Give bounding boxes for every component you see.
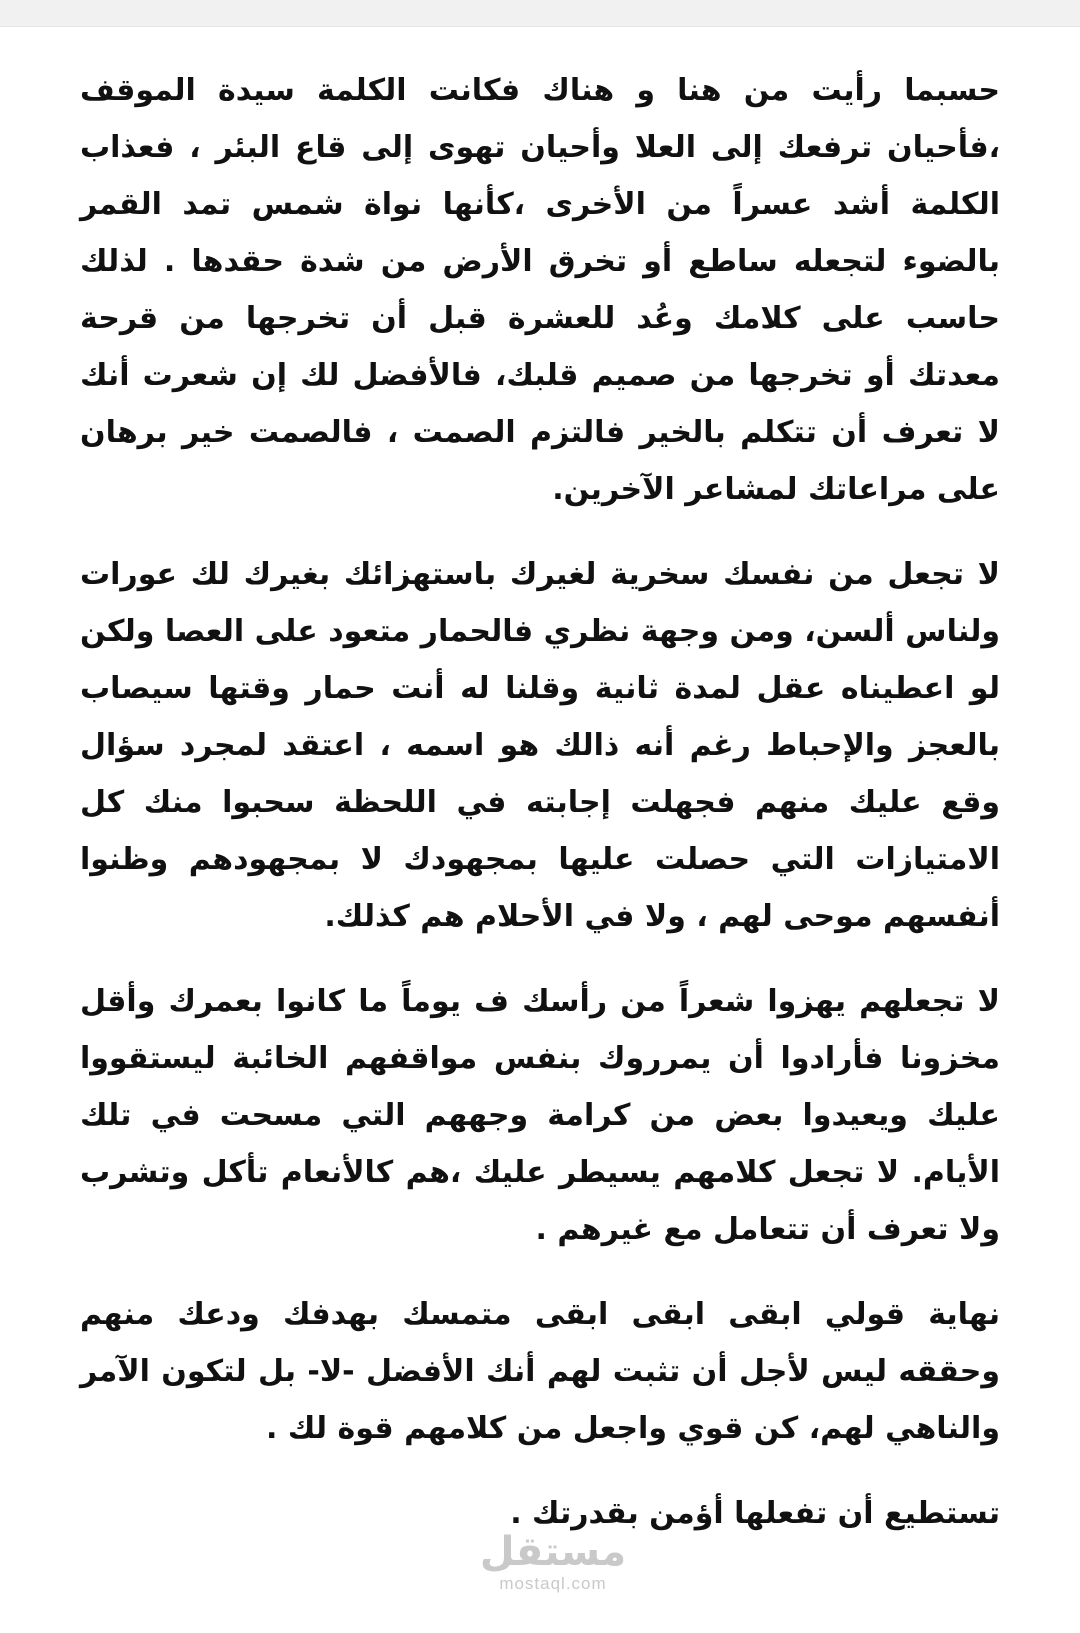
watermark-logo: مستقل xyxy=(479,1529,627,1575)
document-body xyxy=(80,62,1000,1542)
paragraph-4: نهاية قولي ابقى ابقى ابقى متمسك بهدفك ودعك منهم وحققه ليس لأجل أن تثبت لهم أنك الأفضل -لا- بل لتكون الآمر والناهي لهم، كن قوي واجعل من كلامهم قوة لك . xyxy=(80,1297,1000,1446)
paragraph-3: لا تجعلهم يهزوا شعراً من رأسك ف يوماً ما كانوا بعمرك وأقل مخزونا فأرادوا أن يمرروك بنفس مواقفهم الخائبة ليستقووا عليك ويعيدوا بعض من كرامة وجههم التي مسحت في تلك الأيام. لا تجعل كلامهم يسيطر عليك ،هم كالأنعام تأكل وتشرب ولا تعرف أن تتعامل مع غيرهم . xyxy=(80,984,1000,1247)
mostaql-watermark xyxy=(478,1530,628,1594)
paragraph-1: حسبما رأيت من هنا و هناك فكانت الكلمة سيدة الموقف ،فأحيان ترفعك إلى العلا وأحيان تهوى إلى قاع البئر ، فعذاب الكلمة أشد عسراً من الأخرى ،كأنها نواة شمس تمد القمر بالضوء لتجعله ساطع أو تخرق الأرض من شدة حقدها . لذلك حاسب على كلامك وعُد للعشرة قبل أن تخرجها من قرحة معدتك أو تخرجها من صميم قلبك، فالأفضل لك إن شعرت أنك لا تعرف أن تتكلم بالخير فالتزم الصمت ، فالصمت خير برهان على مراعاتك لمشاعر الآخرين. xyxy=(80,73,1000,507)
watermark-domain: mostaql.com xyxy=(499,1574,607,1593)
paragraph-5: تستطيع أن تفعلها أؤمن بقدرتك . xyxy=(510,1496,1000,1531)
paragraph-2: لا تجعل من نفسك سخرية لغيرك باستهزائك بغيرك لك عورات ولناس ألسن، ومن وجهة نظري فالحمار متعود على العصا ولكن لو اعطيناه عقل لمدة ثانية وقلنا له أنت حمار وقتها سيصاب بالعجز والإحباط رغم أنه ذالك هو اسمه ، اعتقد لمجرد سؤال وقع عليك منهم فجهلت إجابته في اللحظة سحبوا منك كل الامتيازات التي حصلت عليها بمجهودك لا بمجهودهم وظنوا أنفسهم موحى لهم ، ولا في الأحلام هم كذلك. xyxy=(80,557,1000,934)
top-bar xyxy=(0,0,1080,27)
